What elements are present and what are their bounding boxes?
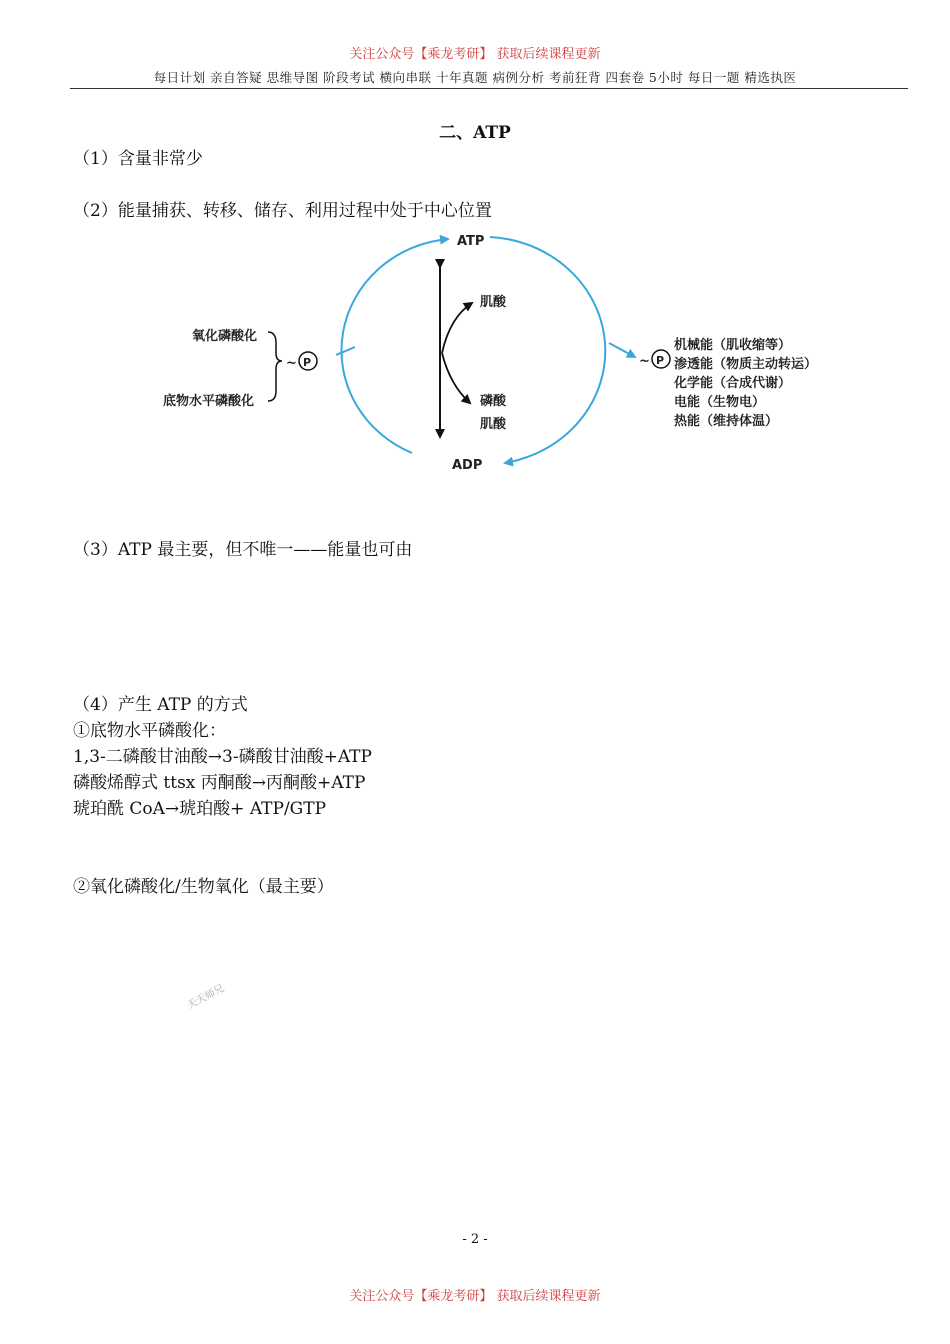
energy-use-electric: 电能（生物电） (674, 395, 766, 410)
footer-promo: 关注公众号【乘龙考研】 获取后续课程更新 (349, 1289, 601, 1304)
energy-use-osmotic: 渗透能（物质主动转运） (674, 357, 818, 372)
right-tilde: ~ (639, 354, 650, 369)
adp-label: ADP (452, 458, 483, 473)
point-3: （3）ATP 最主要，但不唯一——能量也可由 (73, 540, 413, 560)
atp-cycle-diagram (150, 225, 840, 480)
energy-use-chemical: 化学能（合成代谢） (674, 376, 792, 391)
header-promo: 关注公众号【乘龙考研】 获取后续课程更新 (349, 47, 601, 62)
right-output-arrow (609, 343, 635, 357)
reaction-2: 磷酸烯醇式 ttsx 丙酮酸→丙酮酸+ATP (73, 773, 366, 793)
energy-use-heat: 热能（维持体温） (674, 414, 779, 429)
watermark: 天天师兄 (185, 983, 227, 1012)
section-title: 二、ATP (439, 123, 511, 143)
left-tilde: ~ (286, 356, 297, 371)
left-phosphate-p: P (303, 356, 312, 369)
energy-use-mechanical: 机械能（肌收缩等） (674, 338, 792, 353)
point-4a: ①底物水平磷酸化： (73, 721, 226, 741)
phospho-down-arrow (442, 353, 470, 403)
substrate-label: 底物水平磷酸化 (163, 394, 255, 409)
left-brace (268, 332, 282, 401)
point-4: （4）产生 ATP 的方式 (73, 695, 248, 715)
creatine2-label: 肌酸 (480, 417, 507, 432)
creatine-up-arrow (442, 303, 472, 353)
point-5: ②氧化磷酸化/生物氧化（最主要） (73, 877, 334, 897)
creatine-label: 肌酸 (480, 295, 507, 310)
page-number: - 2 - (462, 1232, 488, 1247)
header-divider (70, 88, 908, 89)
header-tagline: 每日计划 亲自答疑 思维导图 阶段考试 横向串联 十年真题 病例分析 考前狂背 四套卷 5小时 每日一题 精选执医 (153, 70, 797, 85)
point-1: （1）含量非常少 (73, 149, 203, 169)
phospho-label: 磷酸 (480, 394, 507, 409)
oxidative-label: 氧化磷酸化 (192, 329, 258, 344)
left-input-line (336, 347, 355, 355)
reaction-1: 1,3-二磷酸甘油酸→3-磷酸甘油酸+ATP (73, 747, 372, 767)
right-phosphate-p: P (656, 354, 665, 367)
atp-label: ATP (457, 234, 485, 249)
reaction-3: 琥珀酰 CoA→琥珀酸+ ATP/GTP (73, 799, 327, 819)
right-arc-arrow (490, 237, 605, 463)
point-2: （2）能量捕获、转移、储存、利用过程中处于中心位置 (73, 201, 492, 221)
left-arc-arrow (341, 239, 448, 453)
